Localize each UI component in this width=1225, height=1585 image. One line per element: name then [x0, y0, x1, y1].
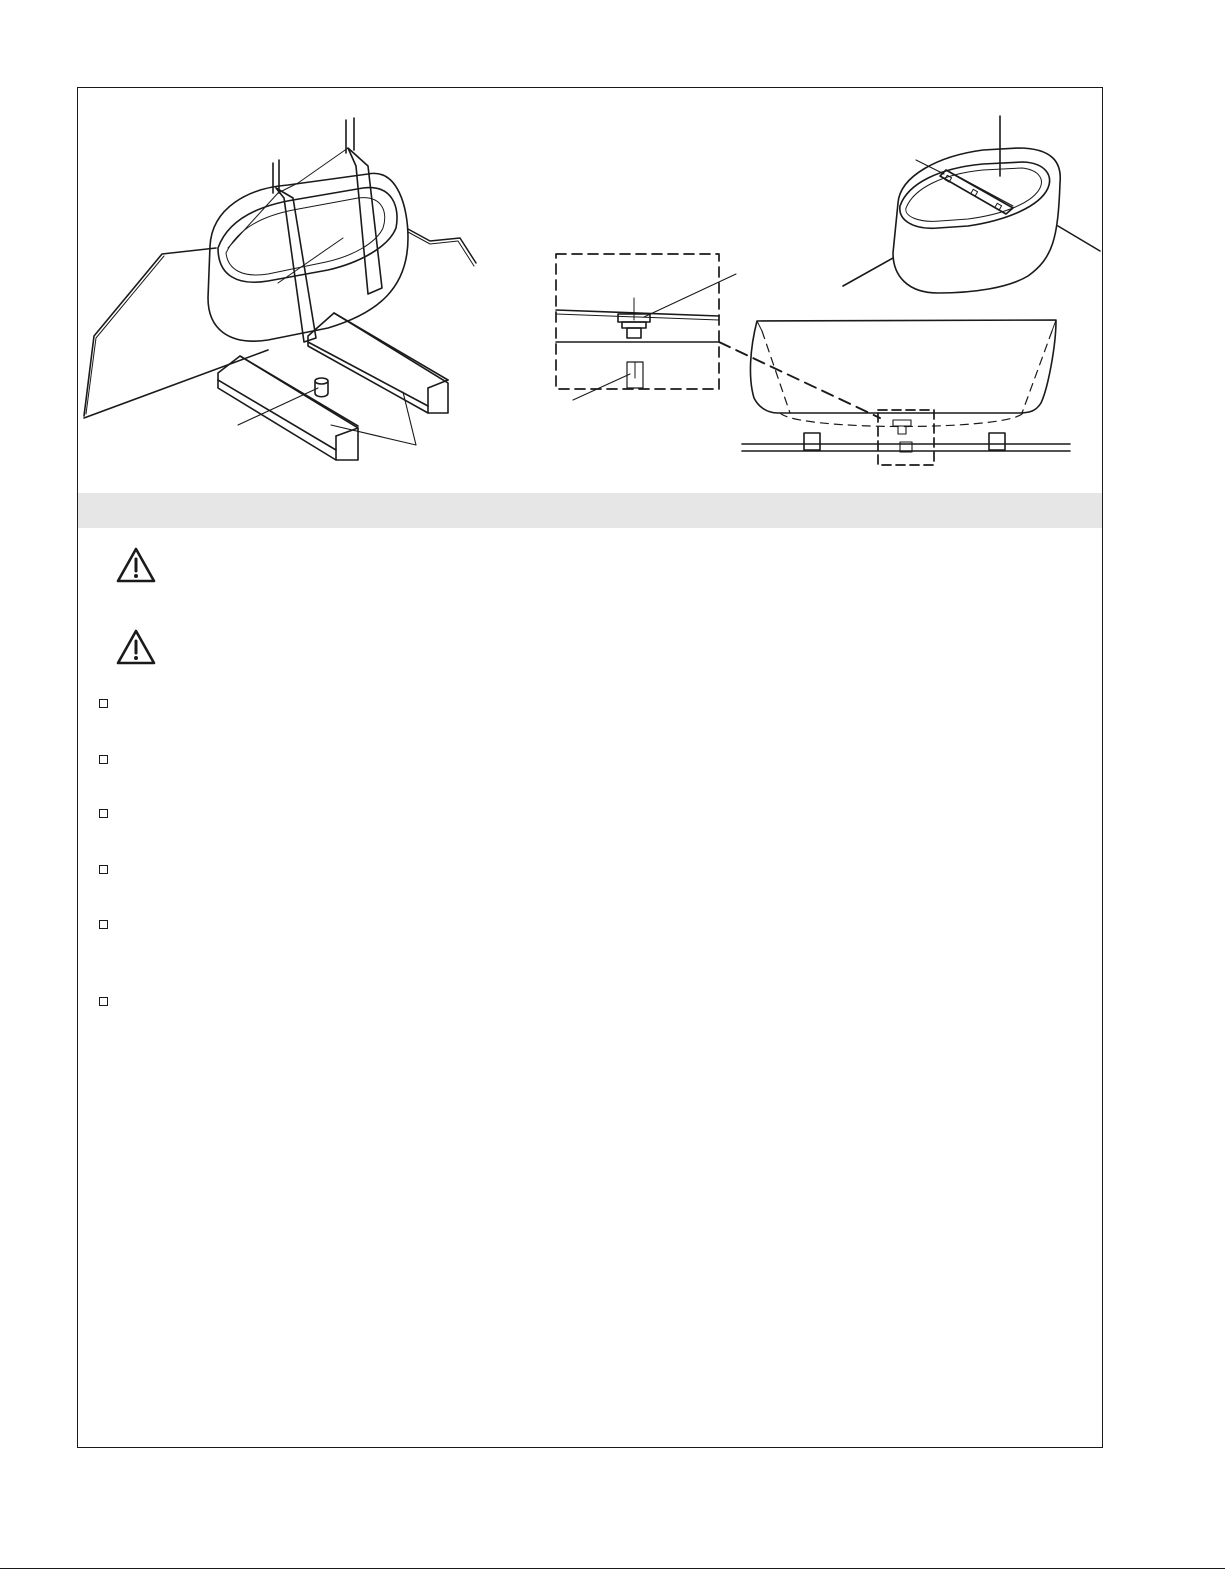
checkbox-icon[interactable] — [99, 699, 108, 708]
checkbox-icon[interactable] — [99, 755, 108, 764]
checkbox-icon[interactable] — [99, 865, 108, 874]
page-frame — [77, 87, 1103, 1448]
section-header-band — [78, 493, 1102, 528]
warning-triangle-icon — [115, 628, 157, 666]
checkbox-icon[interactable] — [99, 920, 108, 929]
figure-tub-side-view — [742, 320, 1070, 465]
checkbox-icon[interactable] — [99, 997, 108, 1006]
warning-triangle-icon — [115, 546, 157, 584]
footer-rule — [0, 1568, 1225, 1569]
checkbox-icon[interactable] — [99, 809, 108, 818]
figure-tub-level — [843, 116, 1100, 293]
figure-drain-detail — [556, 254, 880, 418]
figure-tub-lifting — [84, 118, 476, 460]
illustrations — [78, 88, 1102, 493]
